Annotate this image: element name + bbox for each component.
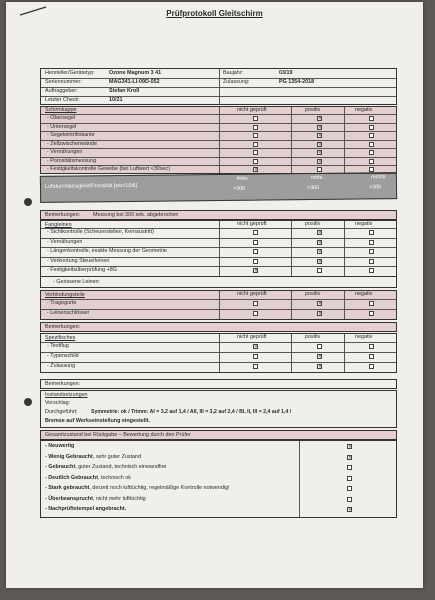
condition-rest: , guter Zustand, technisch einwandfrei — [75, 464, 167, 470]
checkbox-positiv[interactable] — [317, 230, 322, 235]
condition-rest: , derzeit noch lufttüchtig, regelmäßige Kontrolle notwendig! — [89, 485, 230, 491]
checkbox-nicht-geprueft[interactable] — [253, 311, 258, 316]
condition-label — [45, 475, 131, 482]
schirmkappe-box — [40, 106, 397, 174]
row-divider — [41, 148, 396, 149]
col-nicht-geprueft: nicht geprüft — [237, 334, 267, 340]
checkbox-negativ[interactable] — [369, 133, 374, 138]
col-positiv: positiv — [305, 221, 321, 227]
checkbox-nicht-geprueft[interactable] — [253, 133, 258, 138]
checkbox-positiv[interactable] — [317, 116, 322, 121]
luft-label: Luftdurchlässigkeit/Porosität [sec/10dl] — [44, 182, 138, 190]
fangleinen-heading: Fangleinen — [45, 222, 72, 228]
checkbox-positiv[interactable] — [317, 125, 322, 130]
condition-rest: , sehr guter Zustand — [92, 453, 142, 460]
item-label: - Untersegel — [47, 123, 77, 130]
header-box — [40, 68, 397, 105]
checkbox-negativ[interactable] — [369, 311, 374, 316]
checkbox-negativ[interactable] — [369, 116, 374, 121]
checkbox-negativ[interactable] — [369, 167, 374, 172]
col-positiv: positiv — [305, 107, 321, 113]
item-label: - Testflug — [47, 343, 69, 349]
checkbox-negativ[interactable] — [369, 249, 374, 254]
condition-rest: , technisch ok — [98, 474, 131, 481]
document-title: Prüfprotokoll Gleitschirm — [166, 9, 263, 18]
condition-checkbox[interactable] — [347, 486, 352, 491]
col-negativ: negativ — [355, 221, 373, 227]
item-label: - Tragegurte — [47, 300, 77, 306]
item-label: - Festigkeitsüberprüfung +8G — [47, 267, 117, 273]
checkbox-nicht-geprueft[interactable] — [253, 240, 258, 245]
col-positiv: positiv — [305, 334, 321, 340]
item-label: - Segeleintrittskante — [47, 132, 95, 138]
checkbox-negativ[interactable] — [369, 354, 374, 359]
verbindung-box — [40, 290, 397, 320]
zulassung-label: Zulassung: — [223, 79, 250, 85]
gesamt-box — [40, 440, 397, 518]
checkbox-negativ[interactable] — [369, 344, 374, 349]
condition-bold: - Stark gebraucht — [45, 485, 90, 491]
hersteller-value: Ozone Magnum 3 41 — [109, 70, 162, 76]
checkbox-nicht-geprueft[interactable] — [253, 249, 258, 254]
checkbox-nicht-geprueft[interactable] — [253, 167, 258, 172]
durchgefuehrt-value: Symmetrie: ok / Trimm: AI = 3,2 auf 1,4 / AII, III = 3,2 auf 2,4 / BI, II, III = 2,4 auf 1,4 / — [91, 409, 292, 415]
item-label: - Vernähungen — [47, 238, 83, 245]
bemerkung2-box — [40, 322, 397, 332]
gerissene-box — [40, 277, 397, 288]
luft-value-links: >300 — [232, 185, 246, 192]
condition-label — [45, 506, 126, 513]
col-nicht-geprueft: nicht geprüft — [237, 291, 267, 297]
checkbox-positiv[interactable] — [317, 159, 322, 164]
checkbox-negativ[interactable] — [369, 125, 374, 130]
gerissene-label: - Gerissene Leinen: — [53, 279, 101, 285]
item-label: - Zellzwischenwände — [47, 140, 98, 147]
item-label: - Porositätsmessung — [47, 157, 97, 164]
auftrag-value: Stefan Kroll — [109, 88, 140, 94]
luft-box — [40, 172, 397, 203]
checkbox-negativ[interactable] — [369, 142, 374, 147]
zulassung-value: PG 1354-2018 — [279, 79, 315, 85]
condition-label — [45, 485, 230, 492]
checkbox-positiv[interactable] — [317, 354, 322, 359]
auftrag-label: Auftraggeber: — [45, 88, 78, 94]
gesamt-heading-box — [40, 430, 397, 440]
col-negativ: negativ — [355, 291, 373, 297]
checkbox-positiv[interactable] — [317, 268, 322, 273]
checkbox-negativ[interactable] — [369, 150, 374, 155]
checkbox-positiv[interactable] — [317, 167, 322, 172]
luft-value-mitte: >300 — [306, 184, 320, 192]
luft-col-mitte: mitte — [310, 174, 323, 182]
checkbox-nicht-geprueft[interactable] — [253, 354, 258, 359]
condition-checkbox[interactable] — [347, 476, 352, 481]
spezifisches-heading: Spezifisches — [45, 335, 76, 341]
condition-label — [45, 496, 146, 503]
row-divider — [41, 114, 396, 115]
condition-bold: - Wenig Gebraucht — [45, 453, 93, 460]
checkbox-nicht-geprueft[interactable] — [253, 125, 258, 130]
bremse-note: Bremse auf Werkseinstellung eingestellt. — [45, 418, 151, 424]
durchgefuehrt-label: Durchgeführt: — [45, 409, 78, 415]
checkbox-positiv[interactable] — [317, 150, 322, 155]
item-label: - Typenschild — [47, 353, 79, 359]
letzter-value: 10/21 — [109, 97, 123, 103]
bemerkung1-box — [40, 210, 397, 220]
checkbox-nicht-geprueft[interactable] — [253, 259, 258, 264]
checkbox-negativ[interactable] — [369, 259, 374, 264]
condition-label — [45, 464, 166, 471]
serien-value: MAG341-LI-09D-052 — [109, 79, 160, 85]
item-label: - Vernähungen — [47, 149, 83, 155]
item-label: - Zulassung — [47, 363, 76, 369]
schirmkappe-heading: Schirmkappe — [45, 107, 77, 113]
row-divider — [41, 299, 396, 300]
protocol-sheet — [6, 2, 423, 588]
checkbox-negativ[interactable] — [369, 364, 374, 369]
serien-label: Seriennummer: — [45, 79, 82, 85]
item-label: - Verknotung Steuerleinen — [47, 257, 110, 264]
luft-col-links: links — [236, 175, 248, 182]
item-label: - Festigkeitskontrolle Gewebe (bei Luftwert <30sec) — [47, 166, 170, 172]
bemerkung2-label: Bemerkungen: — [45, 324, 81, 330]
baujahr-value: 03/19 — [279, 70, 293, 76]
condition-bold: - Nachprüftstempel angebracht. — [45, 506, 127, 512]
condition-checkbox[interactable] — [347, 444, 352, 449]
checkbox-positiv[interactable] — [317, 301, 322, 306]
baujahr-label: Baujahr: — [223, 70, 244, 76]
row-divider — [41, 352, 396, 353]
checkbox-nicht-geprueft[interactable] — [253, 268, 258, 273]
punch-hole — [24, 198, 32, 206]
checkbox-positiv[interactable] — [317, 364, 322, 369]
row-divider — [41, 342, 396, 343]
checkbox-positiv[interactable] — [317, 240, 322, 245]
gesamt-heading: Gesamtzustand bei Rückgabe – Bewertung durch den Prüfer — [45, 432, 191, 438]
condition-checkbox[interactable] — [347, 497, 352, 502]
checkbox-negativ[interactable] — [369, 268, 374, 273]
bemerkung3-label: Bemerkungen: — [45, 381, 81, 387]
item-label: - Obersegel — [47, 115, 76, 121]
col-nicht-geprueft: nicht geprüft — [237, 107, 267, 113]
hersteller-label: Hersteller/Gerätetyp: — [45, 70, 95, 76]
spezifisches-box — [40, 333, 397, 373]
checkbox-nicht-geprueft[interactable] — [253, 364, 258, 369]
checkbox-positiv[interactable] — [317, 344, 322, 349]
condition-checkbox[interactable] — [347, 507, 352, 512]
row-divider — [41, 362, 396, 363]
punch-hole — [24, 398, 32, 406]
verbindung-heading: Verbindungsteile — [45, 292, 85, 298]
checkbox-nicht-geprueft[interactable] — [253, 230, 258, 235]
condition-bold: - Gebraucht — [45, 464, 76, 470]
condition-bold: - Deutlich Gebraucht — [45, 474, 99, 481]
row-divider — [41, 123, 396, 124]
row-divider — [41, 238, 396, 239]
checkbox-negativ[interactable] — [369, 240, 374, 245]
condition-label — [45, 443, 74, 450]
checkbox-nicht-geprueft[interactable] — [253, 301, 258, 306]
checkbox-negativ[interactable] — [369, 159, 374, 164]
item-label: - Sichtkontrolle (Scheuerstellen, Kernaustritt) — [47, 229, 154, 235]
bemerkung3-box — [40, 379, 397, 389]
luft-col-rechts: rechts — [370, 174, 386, 181]
col-negativ: negativ — [355, 334, 373, 340]
checkbox-nicht-geprueft[interactable] — [253, 344, 258, 349]
checkbox-nicht-geprueft[interactable] — [253, 116, 258, 121]
row-divider — [41, 309, 396, 310]
col-positiv: positiv — [305, 291, 321, 297]
item-label: - Leinenschlösser — [47, 310, 90, 316]
bemerkung1-label: Bemerkungen: — [45, 212, 81, 218]
letzter-label: Letzter Check: — [45, 97, 80, 103]
col-negativ: negativ — [355, 107, 373, 113]
vorschlag-label: Vorschlag: — [45, 400, 71, 406]
checkbox-negativ[interactable] — [369, 230, 374, 235]
checkbox-positiv[interactable] — [317, 142, 322, 147]
instandsetzungen-heading: Instandsetzungen — [45, 392, 88, 398]
checkbox-positiv[interactable] — [317, 311, 322, 316]
condition-checkbox[interactable] — [347, 465, 352, 470]
item-label: - Längenkontrolle, exakte Messung der Geometrie — [47, 248, 167, 254]
checkbox-nicht-geprueft[interactable] — [253, 159, 258, 164]
condition-checkbox[interactable] — [347, 455, 352, 460]
condition-bold: - Neuwertig — [45, 443, 75, 449]
condition-rest: , nicht mehr lufttüchtig — [92, 495, 146, 502]
bemerkung1-value: Messung bei 300 sek. abgebrochen — [93, 212, 179, 218]
col-nicht-geprueft: nicht geprüft — [237, 221, 267, 227]
fangleinen-box — [40, 220, 397, 277]
checkbox-nicht-geprueft[interactable] — [253, 150, 258, 155]
checkbox-negativ[interactable] — [369, 301, 374, 306]
instandsetzungen-box — [40, 390, 397, 428]
checkbox-positiv[interactable] — [317, 133, 322, 138]
condition-label — [45, 454, 141, 461]
condition-bold: - Überbeansprucht — [45, 495, 93, 502]
checkbox-positiv[interactable] — [317, 249, 322, 254]
checkbox-positiv[interactable] — [317, 259, 322, 264]
luft-value-rechts: >300 — [368, 184, 382, 191]
checkbox-nicht-geprueft[interactable] — [253, 142, 258, 147]
